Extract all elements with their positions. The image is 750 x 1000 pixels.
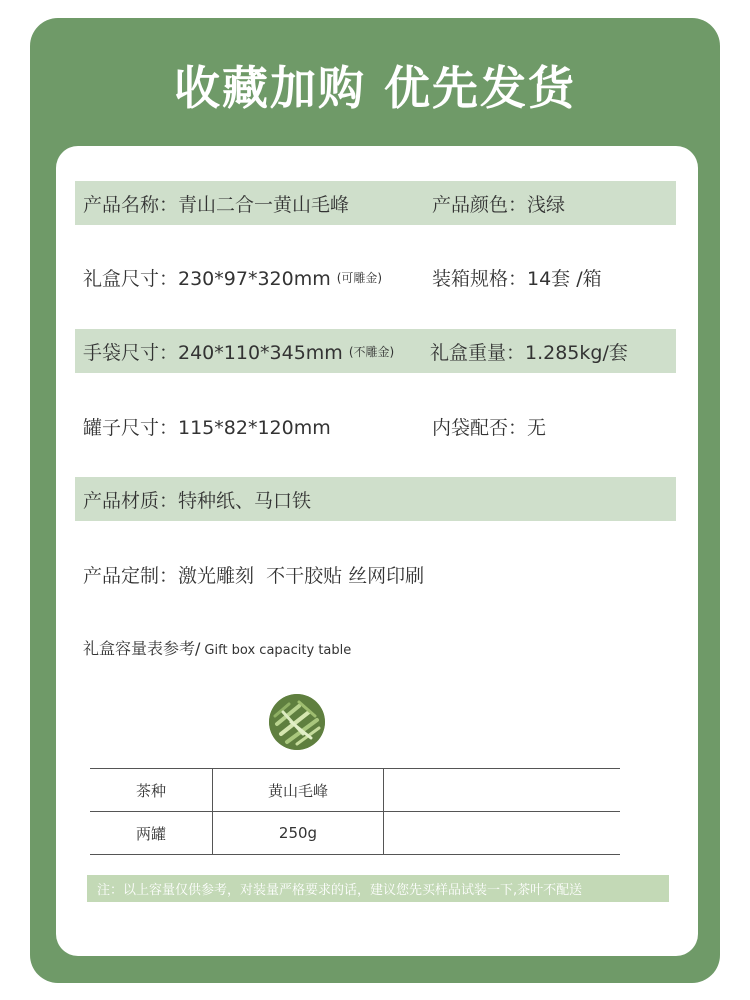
note-banner: 注：以上容量仅供参考，对装量严格要求的话，建议您先买样品试装一下,茶叶不配送: [87, 875, 669, 902]
spec-right: 礼盒重量：1.285kg/套: [430, 341, 628, 364]
table-row: [90, 769, 620, 812]
spec-row: [75, 552, 676, 596]
spec-left: 礼盒尺寸：230*97*320mm (可雕金): [83, 267, 383, 290]
spec-left: 手袋尺寸：240*110*345mm (不雕金): [83, 341, 395, 364]
spec-right: 内袋配否：无: [432, 416, 547, 439]
spec-left: 产品定制：激光雕刻 不干胶贴 丝网印刷: [83, 564, 425, 587]
spec-row: [75, 255, 676, 299]
spec-right: 产品颜色：浅绿: [432, 193, 566, 216]
table-row: [90, 812, 620, 855]
spec-row: [75, 477, 676, 521]
spec-row: [75, 329, 676, 373]
tea-leaves-icon: [269, 694, 325, 750]
spec-note: (不雕金): [348, 344, 395, 359]
capacity-table: [90, 768, 620, 855]
spec-left: 罐子尺寸：115*82*120mm: [83, 416, 331, 439]
spec-row: [75, 181, 676, 225]
spec-left: 产品材质：特种纸、马口铁: [83, 489, 312, 512]
table-cell: [384, 812, 621, 855]
headline: 收藏加购 优先发货: [173, 61, 576, 115]
table-cell: 250g: [213, 812, 384, 855]
table-cell: 茶种: [90, 769, 213, 812]
spec-right: 装箱规格：14套 /箱: [432, 267, 602, 290]
spec-row: [75, 404, 676, 448]
table-cell: 黄山毛峰: [213, 769, 384, 812]
spec-note: (可雕金): [336, 270, 383, 285]
capacity-title: 礼盒容量表参考/ Gift box capacity table: [83, 639, 352, 658]
table-cell: 两罐: [90, 812, 213, 855]
spec-left: 产品名称：青山二合一黄山毛峰: [83, 193, 350, 216]
table-cell: [384, 769, 621, 812]
